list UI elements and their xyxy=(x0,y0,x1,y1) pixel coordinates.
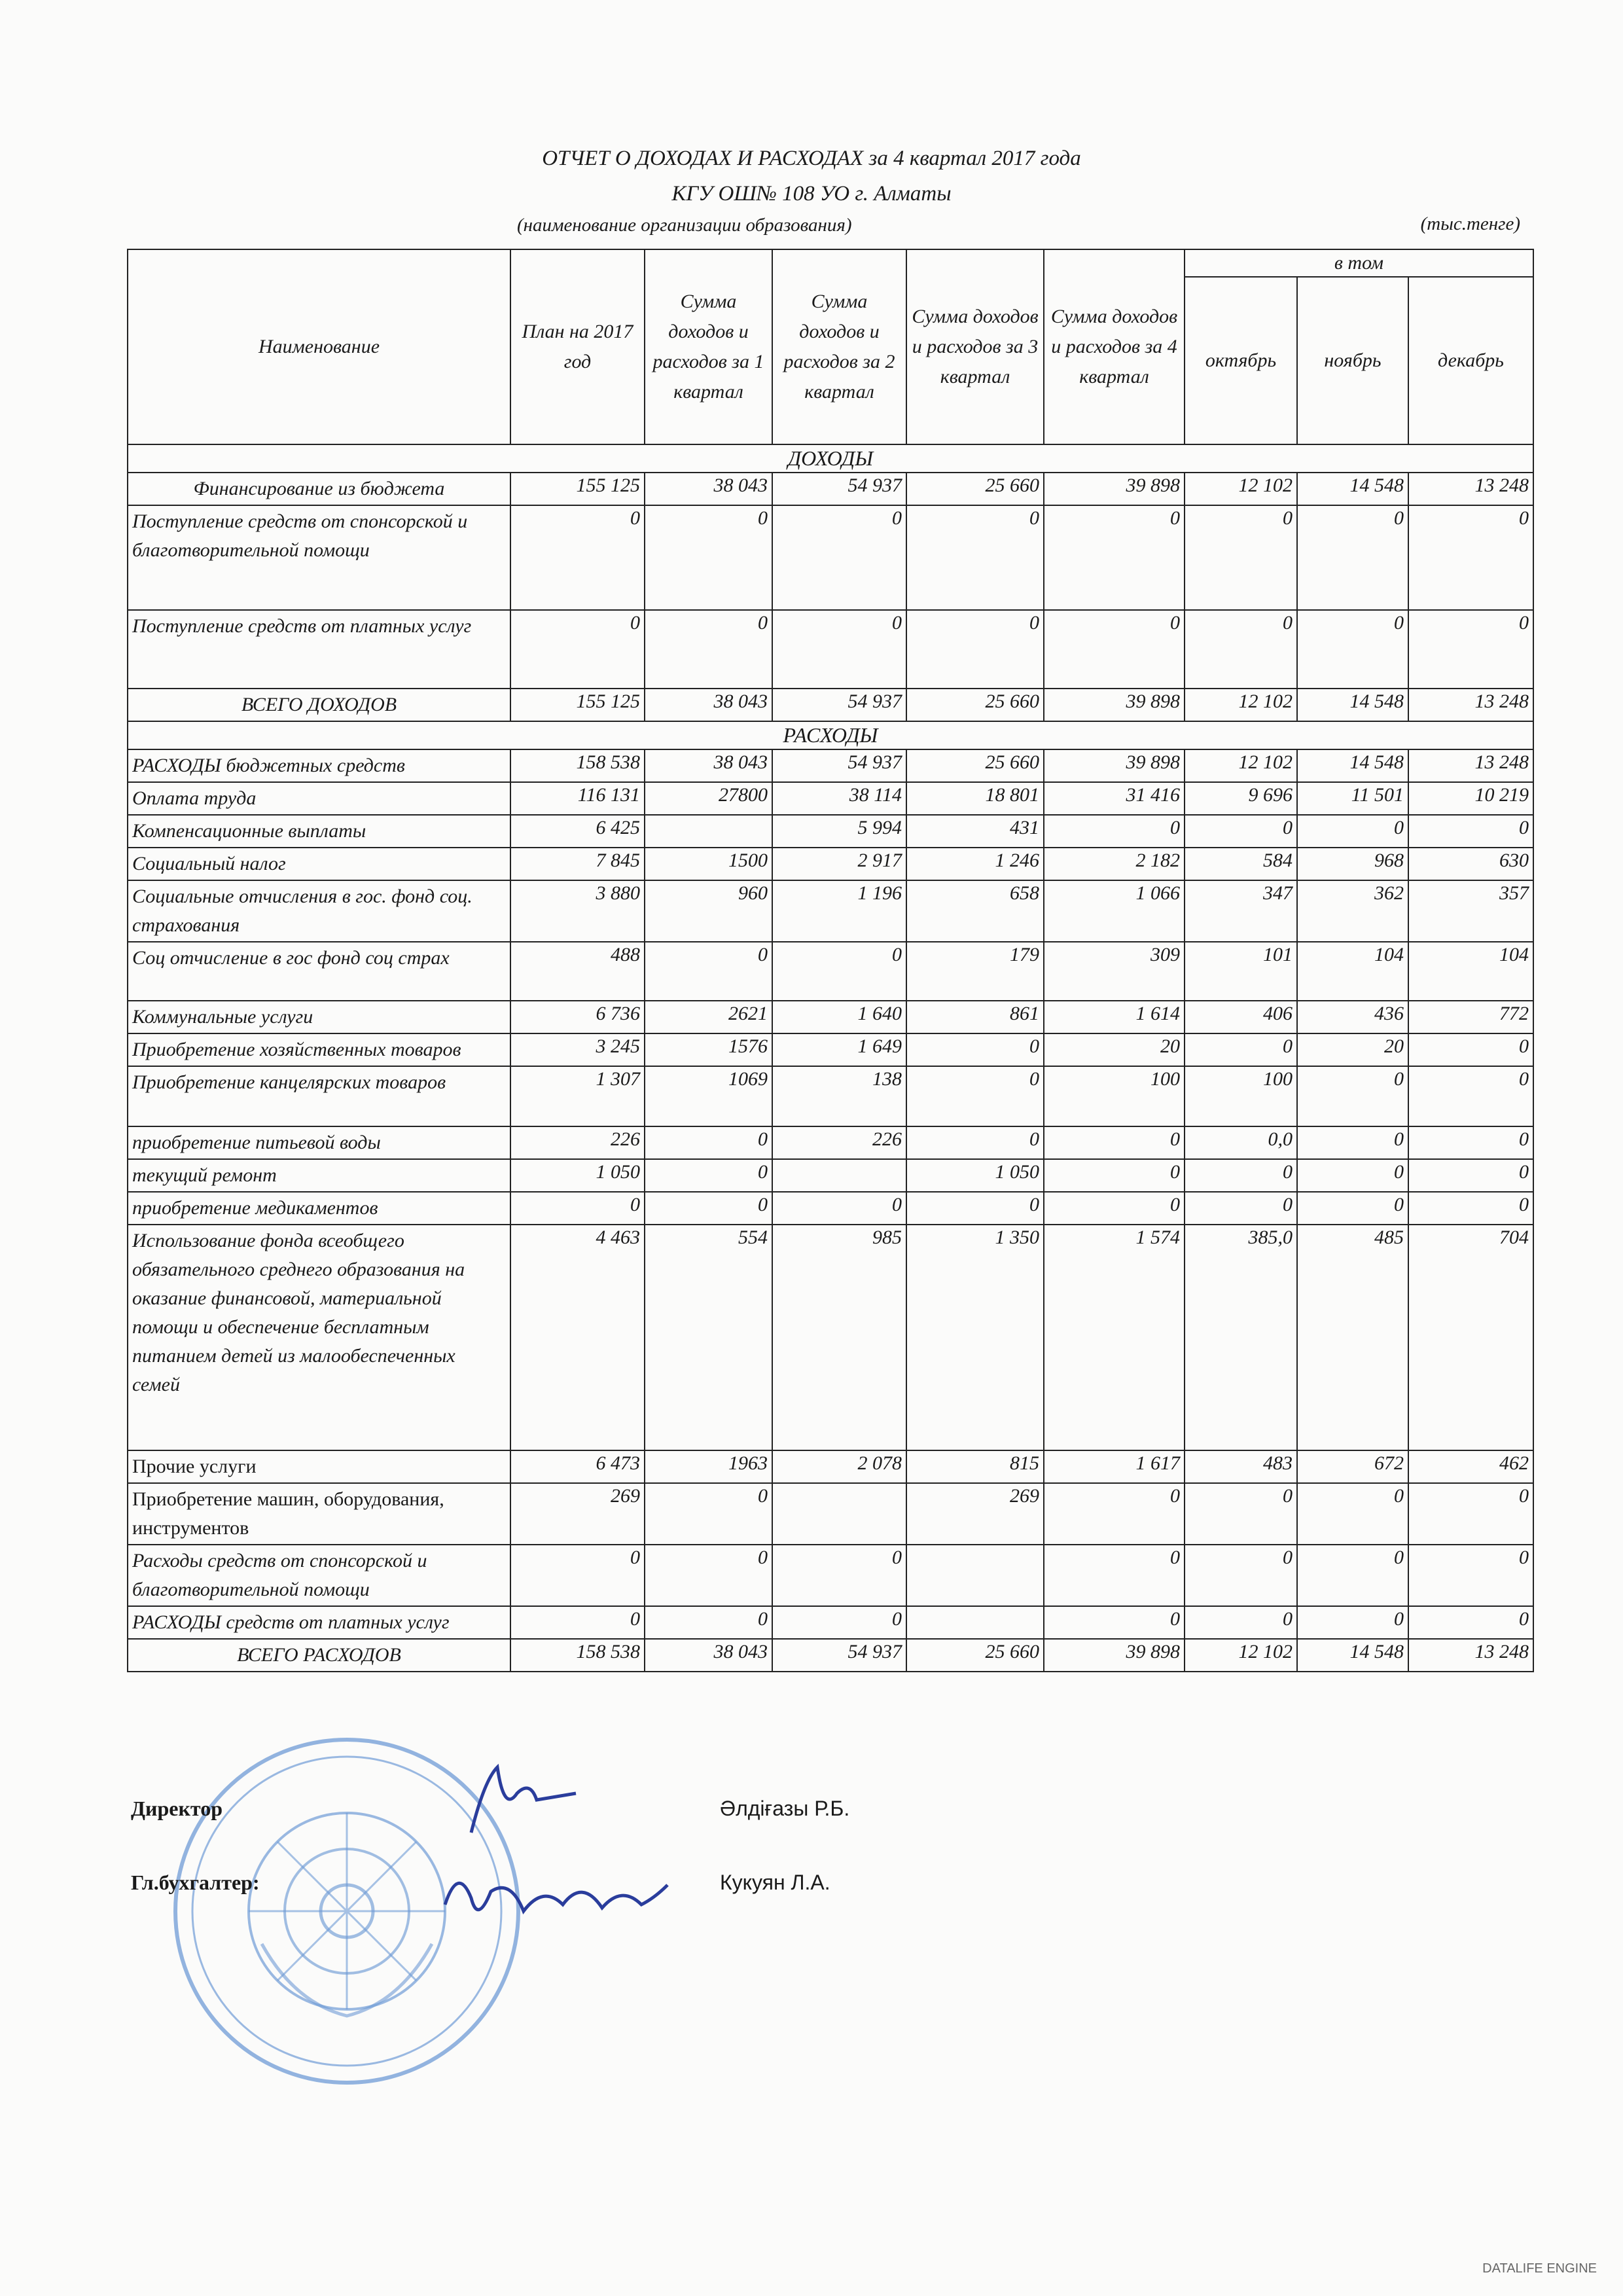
cell-october: 9 696 xyxy=(1185,782,1297,815)
cell-october: 0 xyxy=(1185,1192,1297,1225)
cell-q3: 431 xyxy=(906,815,1044,848)
row-name: Оплата труда xyxy=(128,782,510,815)
table-row xyxy=(128,1033,1533,1066)
cell-q2: 54 937 xyxy=(772,1639,906,1672)
cell-q1: 960 xyxy=(645,880,772,942)
cell-q4: 31 416 xyxy=(1044,782,1185,815)
cell-october: 385,0 xyxy=(1185,1225,1297,1450)
organization-caption: (наименование организации образования) xyxy=(517,215,852,236)
row-name: РАСХОДЫ бюджетных средств xyxy=(128,749,510,782)
cell-q4: 1 066 xyxy=(1044,880,1185,942)
cell-october: 0 xyxy=(1185,1159,1297,1192)
cell-december: 104 xyxy=(1408,942,1533,1001)
cell-q2: 0 xyxy=(772,942,906,1001)
cell-q1: 0 xyxy=(645,610,772,689)
cell-q4: 0 xyxy=(1044,505,1185,610)
cell-q4: 1 617 xyxy=(1044,1450,1185,1483)
cell-q2: 54 937 xyxy=(772,473,906,505)
cell-november: 11 501 xyxy=(1297,782,1408,815)
cell-november: 0 xyxy=(1297,505,1408,610)
cell-plan: 6 736 xyxy=(510,1001,645,1033)
cell-q3: 1 246 xyxy=(906,848,1044,880)
cell-q1: 0 xyxy=(645,505,772,610)
cell-december: 0 xyxy=(1408,610,1533,689)
row-name: Социальный налог xyxy=(128,848,510,880)
table-row xyxy=(128,1450,1533,1483)
director-signature xyxy=(458,1754,589,1846)
cell-plan: 0 xyxy=(510,1545,645,1606)
table-row xyxy=(128,610,1533,689)
cell-plan: 1 307 xyxy=(510,1066,645,1126)
organization-title: КГУ ОШ№ 108 УО г. Алматы xyxy=(671,182,952,206)
cell-q2: 0 xyxy=(772,505,906,610)
cell-q4: 1 614 xyxy=(1044,1001,1185,1033)
table-row xyxy=(128,749,1533,782)
col-header-october: октябрь xyxy=(1185,277,1297,444)
cell-december: 13 248 xyxy=(1408,689,1533,721)
cell-december: 0 xyxy=(1408,1066,1533,1126)
cell-december: 13 248 xyxy=(1408,1639,1533,1672)
cell-november: 14 548 xyxy=(1297,473,1408,505)
col-header-december: декабрь xyxy=(1408,277,1533,444)
row-name: Поступление средств от платных услуг xyxy=(128,610,510,689)
cell-q3 xyxy=(906,1606,1044,1639)
table-row xyxy=(128,1192,1533,1225)
director-name: Әлдіғазы Р.Б. xyxy=(720,1797,850,1820)
cell-q2 xyxy=(772,1483,906,1545)
cell-october: 100 xyxy=(1185,1066,1297,1126)
cell-q3: 18 801 xyxy=(906,782,1044,815)
cell-october: 0 xyxy=(1185,1545,1297,1606)
cell-q2: 1 649 xyxy=(772,1033,906,1066)
row-name: Приобретение хозяйственных товаров xyxy=(128,1033,510,1066)
cell-december: 10 219 xyxy=(1408,782,1533,815)
cell-december: 0 xyxy=(1408,1192,1533,1225)
cell-q4: 0 xyxy=(1044,1126,1185,1159)
cell-december: 13 248 xyxy=(1408,473,1533,505)
cell-plan: 158 538 xyxy=(510,749,645,782)
cell-q4: 1 574 xyxy=(1044,1225,1185,1450)
cell-plan: 3 880 xyxy=(510,880,645,942)
row-name: Приобретение машин, оборудования, инструментов xyxy=(128,1483,510,1545)
cell-q1: 0 xyxy=(645,1192,772,1225)
cell-q1: 38 043 xyxy=(645,473,772,505)
cell-november: 104 xyxy=(1297,942,1408,1001)
cell-q3: 25 660 xyxy=(906,1639,1044,1672)
cell-q3: 25 660 xyxy=(906,749,1044,782)
cell-q4: 39 898 xyxy=(1044,689,1185,721)
cell-q3 xyxy=(906,1545,1044,1606)
cell-plan: 3 245 xyxy=(510,1033,645,1066)
cell-q1: 1576 xyxy=(645,1033,772,1066)
cell-plan: 116 131 xyxy=(510,782,645,815)
row-name: ВСЕГО ДОХОДОВ xyxy=(128,689,510,721)
cell-november: 14 548 xyxy=(1297,689,1408,721)
watermark-text: DATALIFE ENGINE xyxy=(1482,2261,1597,2276)
cell-november: 0 xyxy=(1297,1606,1408,1639)
cell-q1: 0 xyxy=(645,1483,772,1545)
cell-q4: 20 xyxy=(1044,1033,1185,1066)
table-row xyxy=(128,473,1533,505)
cell-november: 0 xyxy=(1297,1159,1408,1192)
cell-q3: 0 xyxy=(906,1066,1044,1126)
cell-november: 362 xyxy=(1297,880,1408,942)
table-row xyxy=(128,1159,1533,1192)
cell-q1: 38 043 xyxy=(645,1639,772,1672)
cell-november: 0 xyxy=(1297,1126,1408,1159)
cell-october: 406 xyxy=(1185,1001,1297,1033)
cell-plan: 158 538 xyxy=(510,1639,645,1672)
cell-q2: 54 937 xyxy=(772,689,906,721)
cell-plan: 4 463 xyxy=(510,1225,645,1450)
cell-plan: 0 xyxy=(510,1192,645,1225)
cell-q1: 38 043 xyxy=(645,749,772,782)
table-row xyxy=(128,848,1533,880)
cell-q1: 0 xyxy=(645,1606,772,1639)
col-header-plan: План на 2017 год xyxy=(510,249,645,444)
col-header-name: Наименование xyxy=(128,249,510,444)
row-name: Социальные отчисления в гос. фонд соц. страхования xyxy=(128,880,510,942)
cell-plan: 0 xyxy=(510,610,645,689)
table-row xyxy=(128,942,1533,1001)
cell-december: 462 xyxy=(1408,1450,1533,1483)
cell-november: 14 548 xyxy=(1297,749,1408,782)
cell-q1: 1069 xyxy=(645,1066,772,1126)
cell-q4: 0 xyxy=(1044,1483,1185,1545)
table-row xyxy=(128,1066,1533,1126)
table-row xyxy=(128,1225,1533,1450)
cell-december: 0 xyxy=(1408,815,1533,848)
cell-plan: 0 xyxy=(510,1606,645,1639)
section-row-expense xyxy=(128,721,1533,749)
units-label: (тыс.тенге) xyxy=(1420,213,1520,234)
cell-plan: 155 125 xyxy=(510,473,645,505)
cell-q4: 39 898 xyxy=(1044,473,1185,505)
row-name: ВСЕГО РАСХОДОВ xyxy=(128,1639,510,1672)
cell-q3: 25 660 xyxy=(906,689,1044,721)
cell-q2: 1 640 xyxy=(772,1001,906,1033)
cell-plan: 226 xyxy=(510,1126,645,1159)
cell-october: 12 102 xyxy=(1185,1639,1297,1672)
col-header-q2: Сумма доходов и расходов за 2 квартал xyxy=(772,249,906,444)
cell-november: 0 xyxy=(1297,1483,1408,1545)
cell-q4: 39 898 xyxy=(1044,749,1185,782)
cell-q4: 0 xyxy=(1044,1192,1185,1225)
cell-q3: 0 xyxy=(906,1033,1044,1066)
cell-q2: 985 xyxy=(772,1225,906,1450)
row-name: РАСХОДЫ средств от платных услуг xyxy=(128,1606,510,1639)
row-name: Соц отчисление в гос фонд соц страх xyxy=(128,942,510,1001)
accountant-label: Гл.бухгалтер: xyxy=(131,1871,260,1894)
cell-october: 0 xyxy=(1185,1606,1297,1639)
table-row xyxy=(128,1545,1533,1606)
cell-december: 0 xyxy=(1408,505,1533,610)
cell-november: 0 xyxy=(1297,610,1408,689)
cell-october: 0 xyxy=(1185,505,1297,610)
cell-october: 0 xyxy=(1185,1483,1297,1545)
cell-q3: 1 350 xyxy=(906,1225,1044,1450)
cell-october: 483 xyxy=(1185,1450,1297,1483)
cell-q4: 0 xyxy=(1044,1606,1185,1639)
header-row-1 xyxy=(128,249,1533,277)
cell-q4: 0 xyxy=(1044,815,1185,848)
cell-q3: 0 xyxy=(906,505,1044,610)
section-row-income xyxy=(128,444,1533,473)
cell-november: 14 548 xyxy=(1297,1639,1408,1672)
cell-q1: 0 xyxy=(645,942,772,1001)
cell-q3: 25 660 xyxy=(906,473,1044,505)
col-header-group: в том xyxy=(1185,249,1533,277)
cell-q2: 2 078 xyxy=(772,1450,906,1483)
cell-q3: 861 xyxy=(906,1001,1044,1033)
cell-october: 0 xyxy=(1185,1033,1297,1066)
cell-december: 357 xyxy=(1408,880,1533,942)
cell-q2 xyxy=(772,1159,906,1192)
cell-q2: 2 917 xyxy=(772,848,906,880)
cell-q4: 39 898 xyxy=(1044,1639,1185,1672)
cell-december: 0 xyxy=(1408,1545,1533,1606)
total-row-expense xyxy=(128,1639,1533,1672)
row-name: Приобретение канцелярских товаров xyxy=(128,1066,510,1126)
cell-october: 584 xyxy=(1185,848,1297,880)
cell-december: 0 xyxy=(1408,1126,1533,1159)
row-name: Поступление средств от спонсорской и благотворительной помощи xyxy=(128,505,510,610)
cell-december: 704 xyxy=(1408,1225,1533,1450)
cell-december: 0 xyxy=(1408,1033,1533,1066)
col-header-q1: Сумма доходов и расходов за 1 квартал xyxy=(645,249,772,444)
table-row xyxy=(128,1483,1533,1545)
col-header-q4: Сумма доходов и расходов за 4 квартал xyxy=(1044,249,1185,444)
income-expense-table xyxy=(127,249,1534,1672)
table-row xyxy=(128,880,1533,942)
table-row xyxy=(128,1606,1533,1639)
row-name: Финансирование из бюджета xyxy=(128,473,510,505)
cell-q1: 38 043 xyxy=(645,689,772,721)
cell-q2: 5 994 xyxy=(772,815,906,848)
cell-december: 630 xyxy=(1408,848,1533,880)
cell-q2: 0 xyxy=(772,1545,906,1606)
cell-q4: 0 xyxy=(1044,610,1185,689)
cell-q2: 0 xyxy=(772,610,906,689)
cell-december: 772 xyxy=(1408,1001,1533,1033)
cell-q3: 269 xyxy=(906,1483,1044,1545)
cell-october: 0 xyxy=(1185,610,1297,689)
table-row xyxy=(128,505,1533,610)
col-header-q3: Сумма доходов и расходов за 3 квартал xyxy=(906,249,1044,444)
cell-november: 672 xyxy=(1297,1450,1408,1483)
table-row xyxy=(128,1126,1533,1159)
cell-plan: 488 xyxy=(510,942,645,1001)
row-name: Использование фонда всеобщего обязательного среднего образования на оказание финансовой, материальной помощи и обеспечение бесплатным питанием детей из малообеспеченных семей xyxy=(128,1225,510,1450)
row-name: Коммунальные услуги xyxy=(128,1001,510,1033)
cell-november: 436 xyxy=(1297,1001,1408,1033)
cell-q1: 554 xyxy=(645,1225,772,1450)
accountant-name: Кукуян Л.А. xyxy=(720,1871,830,1894)
cell-q2: 0 xyxy=(772,1606,906,1639)
cell-plan: 6 473 xyxy=(510,1450,645,1483)
cell-october: 347 xyxy=(1185,880,1297,942)
col-header-november: ноябрь xyxy=(1297,277,1408,444)
table-row xyxy=(128,815,1533,848)
row-name: Прочие услуги xyxy=(128,1450,510,1483)
cell-q4: 0 xyxy=(1044,1545,1185,1606)
total-row-income xyxy=(128,689,1533,721)
row-name: приобретение медикаментов xyxy=(128,1192,510,1225)
section-title-expense: РАСХОДЫ xyxy=(128,721,1533,749)
cell-q3: 815 xyxy=(906,1450,1044,1483)
cell-november: 968 xyxy=(1297,848,1408,880)
row-name: Компенсационные выплаты xyxy=(128,815,510,848)
cell-q4: 100 xyxy=(1044,1066,1185,1126)
cell-december: 0 xyxy=(1408,1483,1533,1545)
cell-november: 20 xyxy=(1297,1033,1408,1066)
cell-plan: 7 845 xyxy=(510,848,645,880)
cell-q2: 54 937 xyxy=(772,749,906,782)
cell-q1: 2621 xyxy=(645,1001,772,1033)
cell-plan: 155 125 xyxy=(510,689,645,721)
cell-plan: 1 050 xyxy=(510,1159,645,1192)
cell-october: 12 102 xyxy=(1185,689,1297,721)
cell-q4: 0 xyxy=(1044,1159,1185,1192)
cell-october: 12 102 xyxy=(1185,749,1297,782)
cell-q3: 0 xyxy=(906,1192,1044,1225)
row-name: приобретение питьевой воды xyxy=(128,1126,510,1159)
table-row xyxy=(128,1001,1533,1033)
row-name: текущий ремонт xyxy=(128,1159,510,1192)
cell-q4: 309 xyxy=(1044,942,1185,1001)
cell-q1: 0 xyxy=(645,1159,772,1192)
cell-november: 0 xyxy=(1297,1545,1408,1606)
cell-october: 0 xyxy=(1185,815,1297,848)
cell-december: 13 248 xyxy=(1408,749,1533,782)
cell-q3: 179 xyxy=(906,942,1044,1001)
cell-plan: 0 xyxy=(510,505,645,610)
cell-q1 xyxy=(645,815,772,848)
cell-plan: 269 xyxy=(510,1483,645,1545)
cell-q1: 0 xyxy=(645,1545,772,1606)
accountant-signature xyxy=(432,1852,681,1944)
cell-plan: 6 425 xyxy=(510,815,645,848)
cell-q1: 1500 xyxy=(645,848,772,880)
cell-october: 0,0 xyxy=(1185,1126,1297,1159)
cell-november: 0 xyxy=(1297,815,1408,848)
cell-q2: 38 114 xyxy=(772,782,906,815)
table-row xyxy=(128,782,1533,815)
cell-q3: 0 xyxy=(906,1126,1044,1159)
director-label: Директор xyxy=(131,1797,223,1820)
section-title-income: ДОХОДЫ xyxy=(128,444,1533,473)
cell-q1: 1963 xyxy=(645,1450,772,1483)
cell-q3: 1 050 xyxy=(906,1159,1044,1192)
cell-november: 0 xyxy=(1297,1066,1408,1126)
cell-q1: 0 xyxy=(645,1126,772,1159)
cell-q4: 2 182 xyxy=(1044,848,1185,880)
cell-q2: 0 xyxy=(772,1192,906,1225)
cell-q1: 27800 xyxy=(645,782,772,815)
cell-october: 12 102 xyxy=(1185,473,1297,505)
cell-november: 485 xyxy=(1297,1225,1408,1450)
cell-q2: 226 xyxy=(772,1126,906,1159)
cell-q2: 1 196 xyxy=(772,880,906,942)
report-title: ОТЧЕТ О ДОХОДАХ И РАСХОДАХ за 4 квартал 2017 года xyxy=(542,147,1081,170)
cell-october: 101 xyxy=(1185,942,1297,1001)
row-name: Расходы средств от спонсорской и благотворительной помощи xyxy=(128,1545,510,1606)
cell-december: 0 xyxy=(1408,1606,1533,1639)
cell-december: 0 xyxy=(1408,1159,1533,1192)
cell-q3: 658 xyxy=(906,880,1044,942)
cell-q3: 0 xyxy=(906,610,1044,689)
cell-q2: 138 xyxy=(772,1066,906,1126)
cell-november: 0 xyxy=(1297,1192,1408,1225)
